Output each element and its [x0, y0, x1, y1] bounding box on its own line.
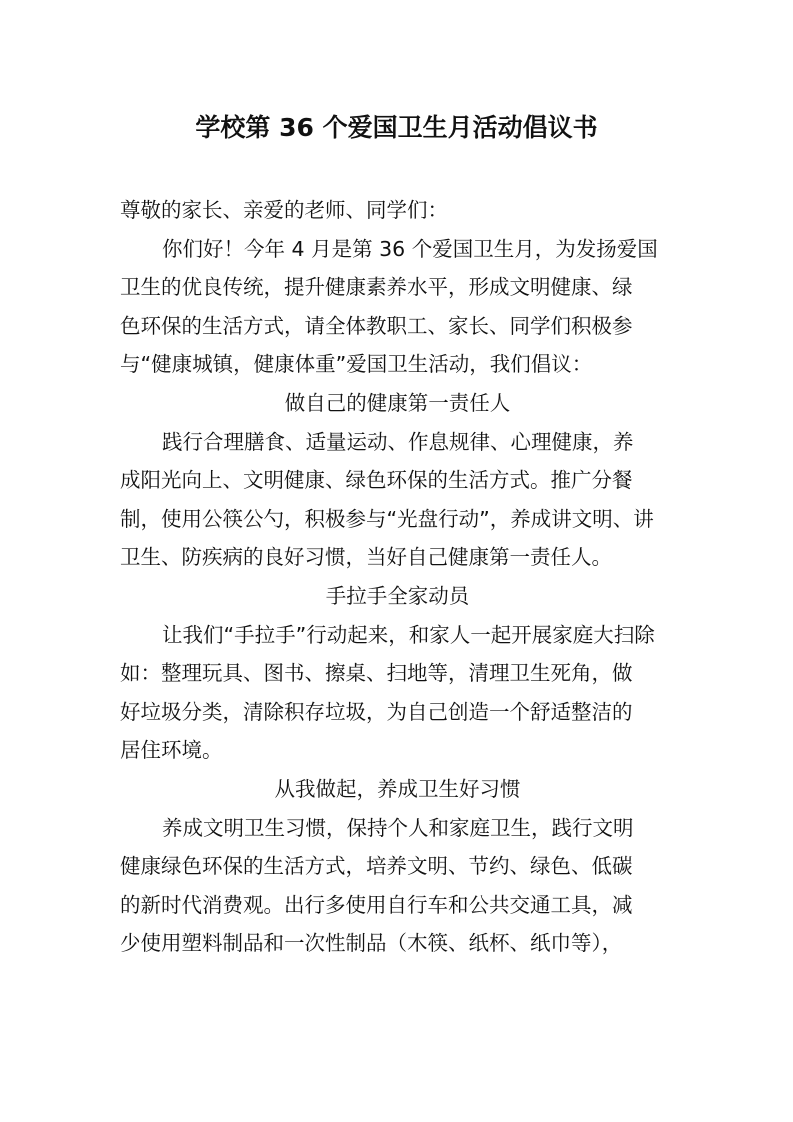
- document-body: [120, 191, 675, 963]
- paragraph-line: 你们好！今年 4 月是第 36 个爱国卫生月，为发扬爱国: [162, 236, 658, 261]
- paragraph-line: 践行合理膳食、适量运动、作息规律、心理健康，养: [162, 429, 634, 454]
- paragraph-line: 居住环境。: [120, 738, 223, 763]
- paragraph-line: 卫生、防疾病的良好习惯，当好自己健康第一责任人。: [120, 545, 612, 570]
- paragraph-line: 健康绿色环保的生活方式，培养文明、节约、绿色、低碳: [120, 854, 633, 879]
- paragraph-line: 少使用塑料制品和一次性制品（木筷、纸杯、纸巾等），: [120, 931, 623, 956]
- paragraph-line: 的新时代消费观。出行多使用自行车和公共交通工具，减: [120, 892, 633, 917]
- paragraph-line: 制，使用公筷公勺，积极参与“光盘行动”，养成讲文明、讲: [120, 506, 654, 531]
- paragraph-line: 让我们“手拉手”行动起来，和家人一起开展家庭大扫除: [162, 622, 655, 647]
- section-heading: 做自己的健康第一责任人: [284, 390, 511, 415]
- document-title: 学校第 36 个爱国卫生月活动倡议书: [195, 113, 598, 142]
- paragraph-line: 成阳光向上、文明健康、绿色环保的生活方式。推广分餐: [120, 468, 633, 493]
- paragraph-line: 与“健康城镇，健康体重”爱国卫生活动，我们倡议：: [120, 352, 593, 377]
- paragraph-line: 如：整理玩具、图书、擦桌、扫地等，清理卫生死角，做: [120, 661, 633, 686]
- section-heading: 手拉手全家动员: [325, 583, 470, 608]
- paragraph-line: 好垃圾分类，清除积存垃圾，为自己创造一个舒适整洁的: [120, 699, 633, 724]
- paragraph-line: 卫生的优良传统，提升健康素养水平，形成文明健康、绿: [120, 275, 633, 300]
- section-heading: 从我做起，养成卫生好习惯: [274, 776, 521, 801]
- salutation-line: 尊敬的家长、亲爱的老师、同学们：: [120, 198, 448, 222]
- paragraph-line: 养成文明卫生习惯，保持个人和家庭卫生，践行文明: [162, 815, 634, 840]
- paragraph-line: 色环保的生活方式，请全体教职工、家长、同学们积极参: [120, 313, 633, 338]
